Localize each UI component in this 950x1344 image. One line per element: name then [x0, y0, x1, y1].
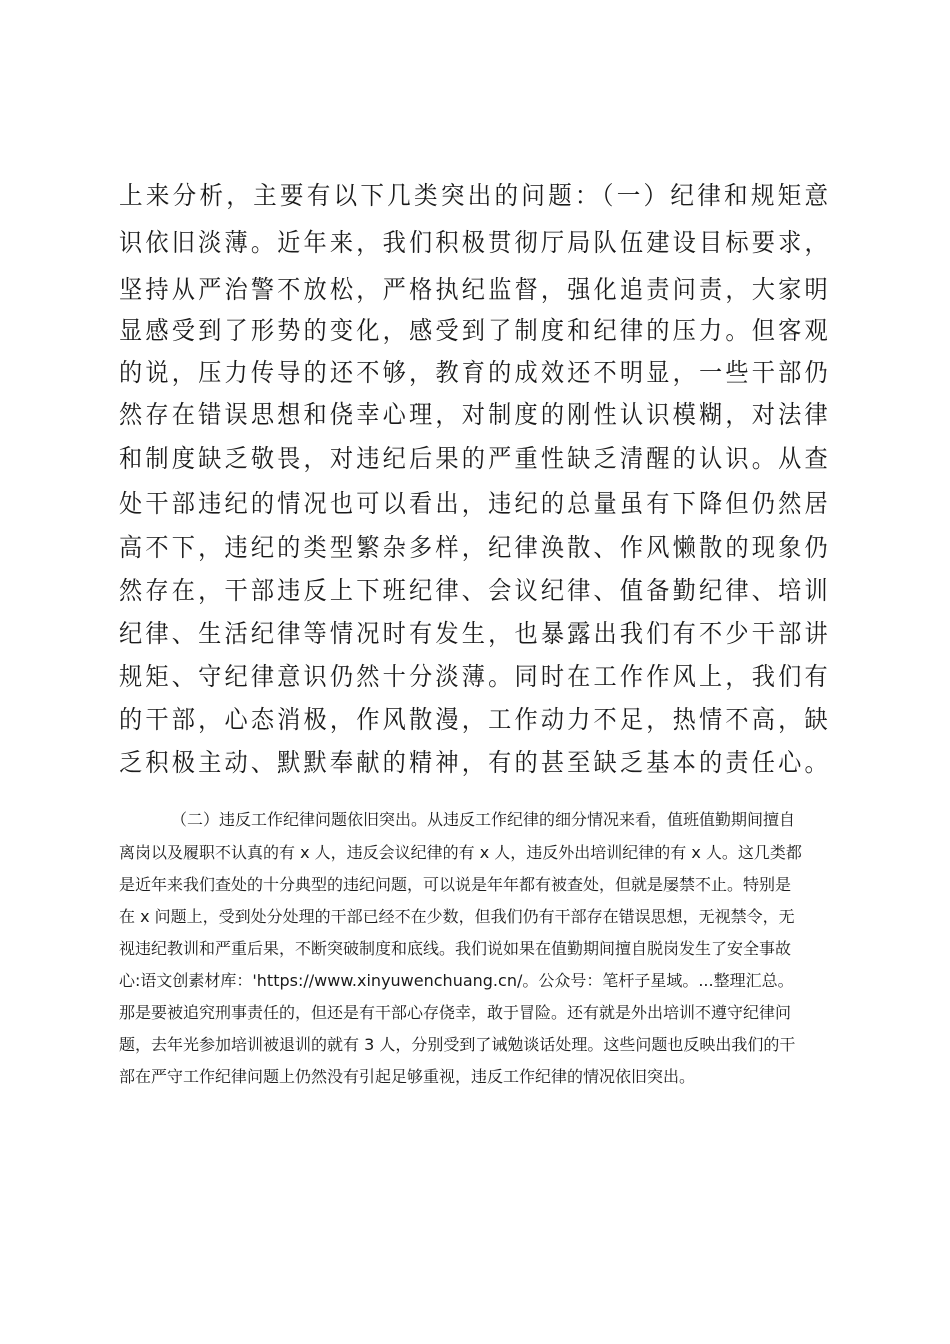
paragraph-line: 的说，压力传导的还不够，教育的成效还不明显，一些干部仍 — [119, 358, 831, 387]
paragraph-line: 部在严守工作纪律问题上仍然没有引起足够重视，违反工作纪律的情况依旧突出。 — [119, 1067, 696, 1086]
paragraph-line: 乏积极主动、默默奉献的精神，有的甚至缺乏基本的责任心。 — [119, 748, 831, 777]
paragraph-line: 在 x 问题上，受到处分处理的干部已经不在少数，但我们仍有干部存在错误思想，无视禁令，无 — [119, 907, 795, 926]
paragraph-line: 高不下，违纪的类型繁杂多样，纪律涣散、作风懒散的现象仍 — [119, 533, 831, 562]
paragraph-line: （二）违反工作纪律问题依旧突出。从违反工作纪律的细分情况来看，值班值勤期间擅自 — [171, 810, 796, 829]
paragraph-line: 规矩、守纪律意识仍然十分淡薄。同时在工作作风上，我们有 — [119, 662, 831, 691]
paragraph-line: 离岗以及履职不认真的有 x 人，违反会议纪律的有 x 人，违反外出培训纪律的有 x 人。这几类都 — [119, 843, 802, 862]
paragraph-line: 和制度缺乏敬畏，对违纪后果的严重性缺乏清醒的认识。从查 — [119, 444, 831, 473]
paragraph-line: 那是要被追究刑事责任的，但还是有干部心存侥幸，敢于冒险。还有就是外出培训不遵守纪律问 — [119, 1003, 792, 1022]
paragraph-line: 是近年来我们查处的十分典型的违纪问题，可以说是年年都有被查处，但就是屡禁不止。特别是 — [119, 875, 792, 894]
paragraph-line: 识依旧淡薄。近年来，我们积极贯彻厅局队伍建设目标要求， — [119, 228, 831, 257]
paragraph-line: 纪律、生活纪律等情况时有发生，也暴露出我们有不少干部讲 — [119, 619, 831, 648]
paragraph-line: 然存在，干部违反上下班纪律、会议纪律、值备勤纪律、培训 — [119, 576, 831, 605]
paragraph-line: 的干部，心态消极，作风散漫，工作动力不足，热情不高，缺 — [119, 705, 831, 734]
paragraph-line: 坚持从严治警不放松，严格执纪监督，强化追责问责，大家明 — [119, 275, 831, 304]
paragraph-line: 上来分析，主要有以下几类突出的问题：（一）纪律和规矩意 — [119, 181, 832, 210]
paragraph-line: 题，去年光参加培训被退训的就有 3 人，分别受到了诫勉谈话处理。这些问题也反映出我们的干 — [119, 1035, 796, 1054]
paragraph-line: 视违纪教训和严重后果，不断突破制度和底线。我们说如果在值勤期间擅自脱岗发生了安全事故 — [119, 939, 792, 958]
paragraph-line: 显感受到了形势的变化，感受到了制度和纪律的压力。但客观 — [119, 316, 831, 345]
paragraph-line: 心:语文创素材库：'https://www.xinyuwenchuang.cn/。公众号：笔杆子星域。...整理汇总。 — [119, 971, 794, 990]
paragraph-line: 处干部违纪的情况也可以看出，违纪的总量虽有下降但仍然居 — [119, 489, 831, 518]
paragraph-line: 然存在错误思想和侥幸心理，对制度的刚性认识模糊，对法律 — [119, 400, 831, 429]
